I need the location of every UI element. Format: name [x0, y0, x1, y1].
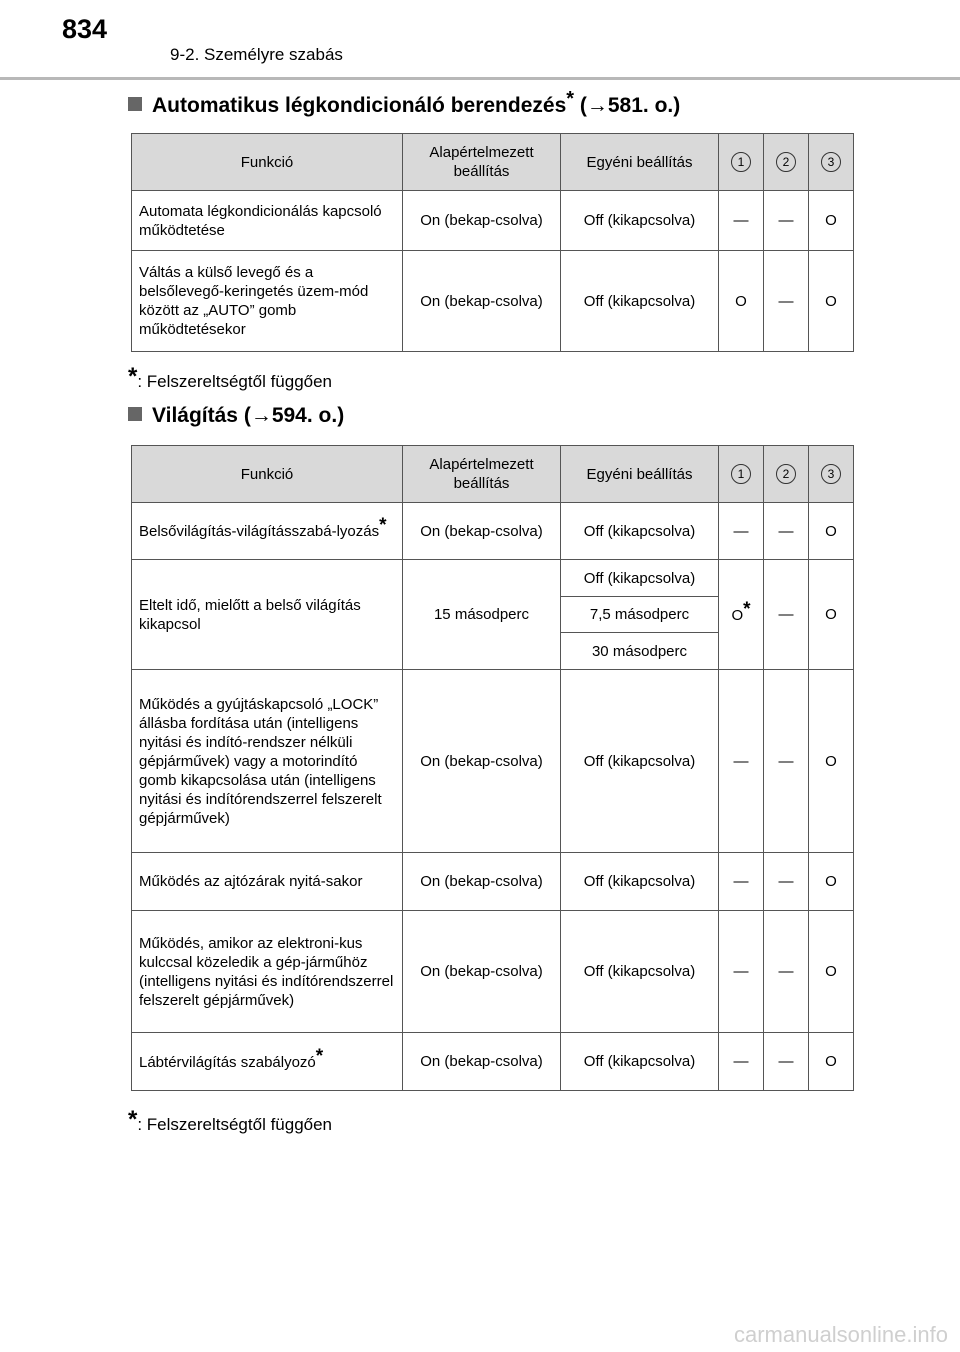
footnote-star-icon: * — [128, 363, 138, 390]
table-row — [132, 853, 854, 911]
cell-function: Működés, amikor az elektroni-kus kulccsal közeledik a gép-járműhöz (intelligens nyitási és indítórendszerrel felszerelt gépjárművek) — [132, 911, 403, 1033]
footnote-star-icon: * — [315, 1045, 324, 1067]
cell-default: On (bekap-csolva) — [403, 251, 561, 352]
chapter-title: 9-2. Személyre szabás — [170, 45, 343, 64]
cell-2: — — [764, 853, 809, 911]
cell-2: — — [764, 191, 809, 251]
cell-3: O — [809, 503, 854, 560]
bullet-square-icon — [128, 407, 142, 421]
col-header-default: Alapértelmezett beállítás — [403, 134, 561, 191]
cell-1: — — [719, 670, 764, 853]
footnote-star-icon: * — [379, 515, 387, 536]
cell-default: On (bekap-csolva) — [403, 670, 561, 853]
cell-default: On (bekap-csolva) — [403, 911, 561, 1033]
cell-custom: Off (kikapcsolva) — [561, 503, 719, 560]
cell-custom: Off (kikapcsolva) — [561, 251, 719, 352]
table-header-row — [132, 446, 854, 503]
page-number: 834 — [62, 14, 108, 44]
table-row — [132, 560, 854, 597]
col-header-1 — [719, 134, 764, 191]
cell-3: O — [809, 1033, 854, 1091]
cell-function: Eltelt idő, mielőtt a belső világítás kikapcsol — [132, 560, 403, 670]
lighting-table — [131, 445, 854, 1091]
section-title-lighting: Világítás (→594. o.) — [128, 404, 344, 428]
circled-2-icon: 2 — [776, 152, 796, 172]
cell-1: — — [719, 853, 764, 911]
table-row — [132, 911, 854, 1033]
footnote-star-icon: * — [566, 88, 575, 110]
cell-function: Belsővilágítás-világításszabá-lyozás* — [132, 503, 403, 560]
table-row — [132, 670, 854, 853]
cell-default: On (bekap-csolva) — [403, 191, 561, 251]
table-row — [132, 1033, 854, 1091]
circled-2-icon: 2 — [776, 464, 796, 484]
cell-1: — — [719, 191, 764, 251]
col-header-1 — [719, 446, 764, 503]
cell-3: O — [809, 191, 854, 251]
footnote-climate: *: Felszereltségtől függően — [128, 363, 333, 391]
cell-default: On (bekap-csolva) — [403, 503, 561, 560]
cell-function: Váltás a külső levegő és a belsőlevegő-keringetés üzem-mód között az „AUTO” gomb működtetésekor — [132, 251, 403, 352]
cell-2: — — [764, 911, 809, 1033]
col-header-default: Alapértelmezett beállítás — [403, 446, 561, 503]
cell-3: O — [809, 853, 854, 911]
cell-2: — — [764, 670, 809, 853]
col-header-2 — [764, 134, 809, 191]
cell-function: Lábtérvilágítás szabályozó* — [132, 1033, 403, 1091]
cell-2: — — [764, 503, 809, 560]
circled-3-icon: 3 — [821, 152, 841, 172]
cell-1: O* — [719, 560, 764, 670]
col-header-3 — [809, 134, 854, 191]
cell-2: — — [764, 560, 809, 670]
table-row — [132, 503, 854, 560]
cell-custom: Off (kikapcsolva) — [561, 191, 719, 251]
cell-1: — — [719, 503, 764, 560]
circled-3-icon: 3 — [821, 464, 841, 484]
watermark: carmanualsonline.info — [733, 1322, 948, 1347]
cell-custom-option: Off (kikapcsolva) — [561, 560, 719, 597]
cell-custom-option: 7,5 másodperc — [561, 597, 719, 633]
cell-custom: Off (kikapcsolva) — [561, 911, 719, 1033]
col-header-custom: Egyéni beállítás — [561, 134, 719, 191]
cell-1: O — [719, 251, 764, 352]
col-header-2 — [764, 446, 809, 503]
circled-1-icon: 1 — [731, 464, 751, 484]
table-header-row — [132, 134, 854, 191]
cell-custom: Off (kikapcsolva) — [561, 1033, 719, 1091]
cell-default: On (bekap-csolva) — [403, 1033, 561, 1091]
col-header-3 — [809, 446, 854, 503]
cell-3: O — [809, 911, 854, 1033]
cell-custom: Off (kikapcsolva) — [561, 670, 719, 853]
section-title-climate: Automatikus légkondicionáló berendezés* (→581. o.) — [128, 94, 680, 118]
bullet-square-icon — [128, 97, 142, 111]
cell-function: Működés az ajtózárak nyitá-sakor — [132, 853, 403, 911]
col-header-custom: Egyéni beállítás — [561, 446, 719, 503]
cell-function: Automata légkondicionálás kapcsoló működtetése — [132, 191, 403, 251]
climate-table — [131, 133, 854, 352]
cell-default: On (bekap-csolva) — [403, 853, 561, 911]
cell-1: — — [719, 911, 764, 1033]
circled-1-icon: 1 — [731, 152, 751, 172]
cell-1: — — [719, 1033, 764, 1091]
footnote-star-icon: * — [128, 1106, 138, 1133]
cell-3: O — [809, 251, 854, 352]
cell-3: O — [809, 560, 854, 670]
cell-custom: Off (kikapcsolva) — [561, 853, 719, 911]
footnote-lighting: *: Felszereltségtől függően — [128, 1106, 333, 1134]
cell-default: 15 másodperc — [403, 560, 561, 670]
header-divider — [0, 77, 960, 80]
footnote-star-icon: * — [743, 598, 751, 620]
col-header-function: Funkció — [132, 446, 403, 503]
table-row — [132, 251, 854, 352]
col-header-function: Funkció — [132, 134, 403, 191]
table-row — [132, 191, 854, 251]
cell-custom-option: 30 másodperc — [561, 633, 719, 670]
cell-3: O — [809, 670, 854, 853]
cell-2: — — [764, 251, 809, 352]
cell-function: Működés a gyújtáskapcsoló „LOCK” állásba fordítása után (intelligens nyitási és indító-rendszer nélküli gépjárművek) vagy a motorindító gomb kikapcsolása után (intelligens nyitási és indítórendszerrel felszerelt gépjárművek) — [132, 670, 403, 853]
cell-2: — — [764, 1033, 809, 1091]
